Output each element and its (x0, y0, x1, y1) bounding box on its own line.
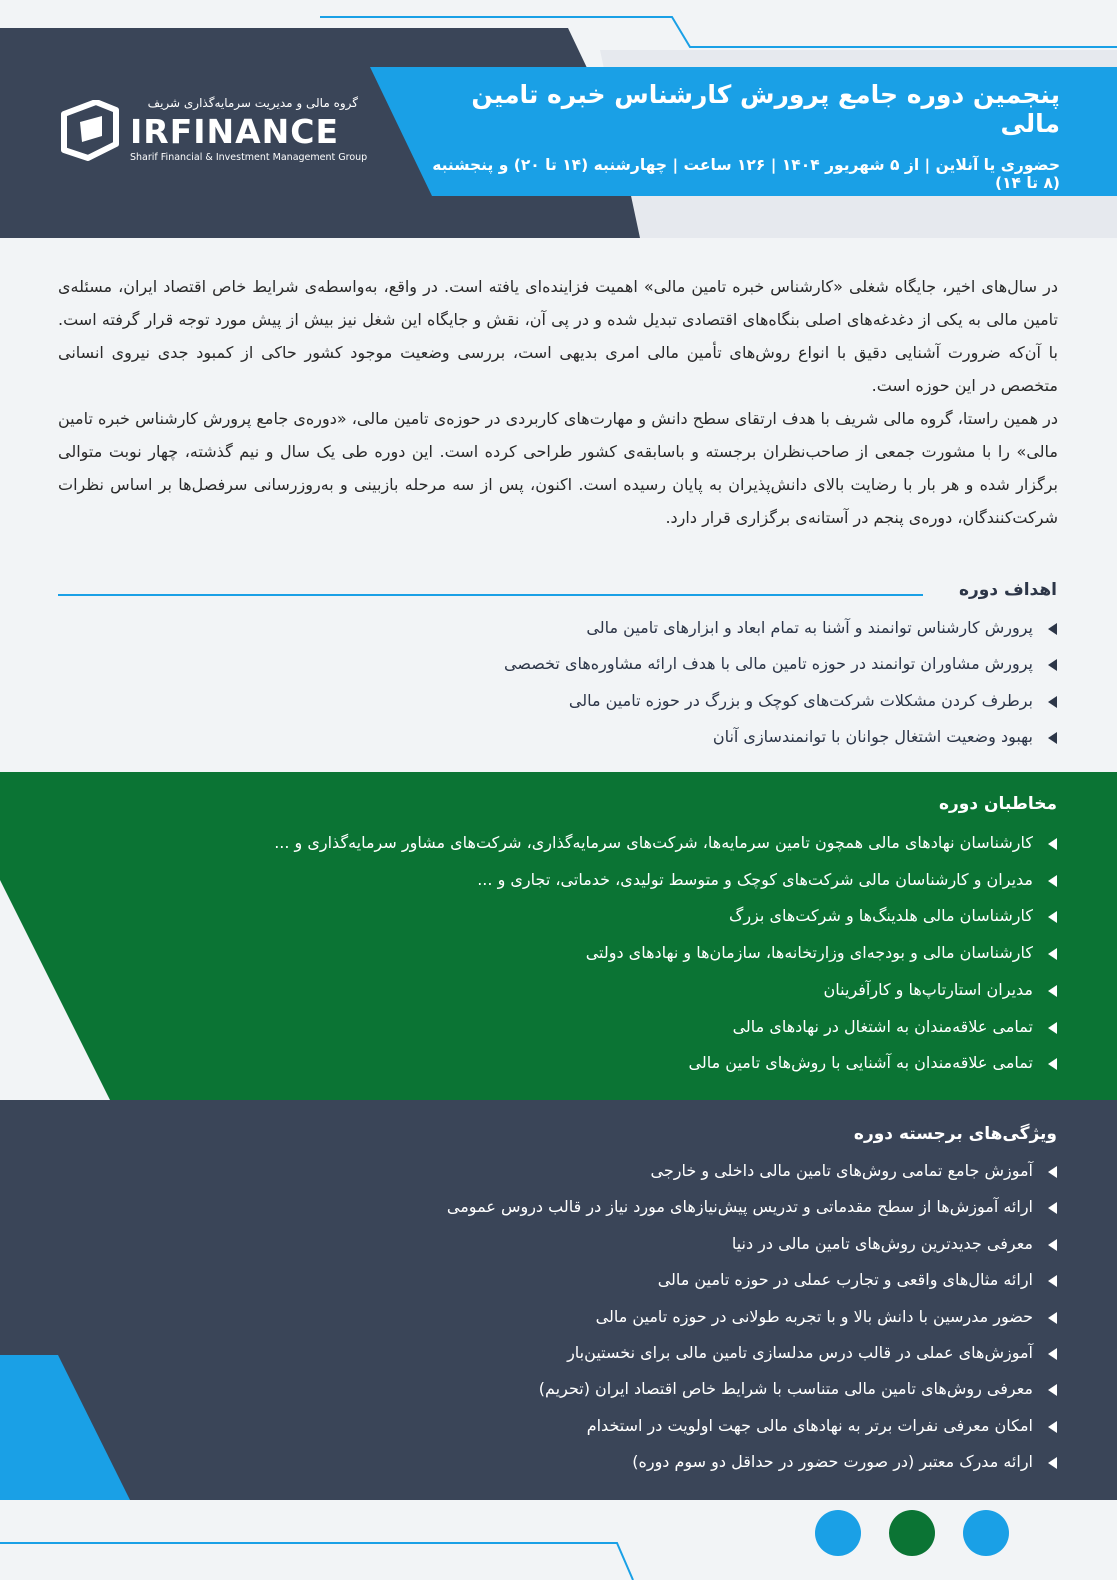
features-item-text: ارائه مثال‌های واقعی و تجارب عملی در حوزه تامین مالی (657, 1270, 1033, 1290)
goals-item-text: برطرف کردن مشکلات شرکت‌های کوچک و بزرگ در حوزه تامین مالی (568, 690, 1033, 710)
goals-item-text: بهبود وضعیت اشتغال جوانان با توانمندسازی آنان (712, 726, 1033, 746)
goals-title: اهداف دوره (958, 580, 1057, 600)
audience-section (0, 770, 1117, 1100)
triangle-bullet-icon (1048, 911, 1057, 923)
features-item-text: آموزش جامع تمامی روش‌های تامین مالی داخلی و خارجی (650, 1161, 1033, 1180)
features-item (57, 1299, 1057, 1335)
triangle-bullet-icon (1048, 1022, 1057, 1034)
features-item (57, 1444, 1057, 1480)
logo-en-subtitle: Sharif Financial & Investment Management Group (130, 152, 368, 163)
intro-paragraph-1: در سال‌های اخیر، جایگاه شغلی «کارشناس خبره تامین مالی» اهمیت فزاینده‌ای یافته است. در واقع، به‌واسطه‌ی شرایط خاص اقتصاد ایران، مسئله‌ی تامین مالی به یکی از دغدغه‌های اصلی بنگاه‌های اقتصادی تبدیل شده و در پی آن، نقش و جایگاه این شغل نیز بیش از پیش مورد توجه قرار گرفته است. با آن‌که ضرورت آشنایی دقیق با انواع روش‌های تأمین مالی امری بدیهی است، بررسی وضعیت موجود کشور حاکی از کمبود جدی نیروی انسانی متخصص در این حوزه است. (58, 277, 1058, 395)
triangle-bullet-icon (1048, 1202, 1057, 1214)
audience-item (57, 825, 1057, 862)
logo (58, 96, 368, 171)
features-item (57, 1153, 1057, 1189)
audience-item-text: مدیران استارتاپ‌ها و کارآفرینان (823, 979, 1033, 999)
triangle-bullet-icon (1048, 1239, 1057, 1251)
audience-title: مخاطبان دوره (938, 794, 1057, 814)
triangle-bullet-icon (1048, 1457, 1057, 1469)
triangle-bullet-icon (1048, 623, 1057, 635)
audience-item-text: کارشناسان مالی و بودجه‌ای وزارتخانه‌ها، سازمان‌ها و نهادهای دولتی (585, 943, 1033, 963)
triangle-bullet-icon (1048, 1166, 1057, 1178)
title-box (420, 80, 1060, 192)
features-title: ویژگی‌های برجسته دوره (853, 1124, 1057, 1144)
audience-item (57, 1009, 1057, 1046)
features-item (57, 1335, 1057, 1371)
features-item (57, 1408, 1057, 1444)
bottom-deco-line (0, 1543, 633, 1580)
triangle-bullet-icon (1048, 1312, 1057, 1324)
goals-item-text: پرورش کارشناس توانمند و آشنا به تمام ابعاد و ابزارهای تامین مالی (586, 618, 1033, 637)
triangle-bullet-icon (1048, 1421, 1057, 1433)
triangle-bullet-icon (1048, 985, 1057, 997)
audience-item-text: کارشناسان نهادهای مالی همچون تامین سرمایه‌ها، شرکت‌های سرمایه‌گذاری، شرکت‌های مشاور سرمایه‌گذاری و ... (274, 833, 1033, 852)
features-item-text: ارائه آموزش‌ها از سطح مقدماتی و تدریس پیش‌نیازهای مورد نیاز در قالب دروس عمومی (446, 1197, 1033, 1217)
features-item (57, 1262, 1057, 1298)
logo-fa-text: گروه مالی و مدیریت سرمایه‌گذاری شریف (147, 96, 358, 110)
audience-item-text: کارشناسان مالی هلدینگ‌ها و شرکت‌های بزرگ (729, 906, 1033, 926)
triangle-bullet-icon (1048, 838, 1057, 850)
audience-item-text: تمامی علاقه‌مندان به آشنایی با روش‌های تامین مالی (688, 1053, 1033, 1073)
goals-item (57, 610, 1057, 646)
triangle-bullet-icon (1048, 1275, 1057, 1287)
logo-brand: IRFINANCE (130, 112, 340, 151)
features-item-text: آموزش‌های عملی در قالب درس مدلسازی تامین مالی برای نخستین‌بار (567, 1343, 1033, 1363)
audience-item-text: تمامی علاقه‌مندان به اشتغال در نهادهای مالی (732, 1016, 1033, 1036)
intro-paragraph-2: در همین راستا، گروه مالی شریف با هدف ارتقای سطح دانش و مهارت‌های کاربردی در حوزه‌ی تامین مالی، «دوره‌ی جامع پرورش کارشناس خبره تامین مالی» را با مشورت جمعی از صاحب‌نظران برجسته و باسابقه‌ی کشور طراحی کرده است. این دوره طی یک سال و نیم گذشته، چهار نوبت متوالی برگزار شده و هر بار با رضایت بالای دانش‌پذیران به پایان رسیده است. اکنون، پس از سه مرحله بازبینی و به‌روزرسانی سرفصل‌ها بر اساس نظرات شرکت‌کنندگان، دوره‌ی پنجم در آستانه‌ی برگزاری قرار دارد. (58, 409, 1058, 527)
triangle-bullet-icon (1048, 732, 1057, 744)
features-item-text: ارائه مدرک معتبر (در صورت حضور در حداقل دو سوم دوره) (632, 1452, 1033, 1472)
audience-item (57, 1045, 1057, 1082)
goals-item (57, 646, 1057, 682)
features-item-text: معرفی روش‌های تامین مالی متناسب با شرایط خاص اقتصاد ایران (تحریم) (538, 1379, 1033, 1399)
features-item (57, 1189, 1057, 1225)
features-item-text: حضور مدرسین با دانش بالا و با تجربه طولانی در حوزه تامین مالی (595, 1306, 1033, 1326)
page-subtitle: حضوری یا آنلاین | از ۵ شهریور ۱۴۰۴ | ۱۲۶ ساعت | چهارشنبه (۱۴ تا ۲۰) و پنجشنبه (۸ تا ۱۴) (432, 156, 1060, 192)
features-item (57, 1226, 1057, 1262)
goals-item (57, 719, 1057, 755)
footer-dot (815, 1510, 861, 1556)
triangle-bullet-icon (1048, 696, 1057, 708)
goals-divider (58, 594, 923, 596)
goals-list (57, 610, 1057, 755)
footer-dot (889, 1510, 935, 1556)
footer-dot (963, 1510, 1009, 1556)
features-item-text: معرفی جدیدترین روش‌های تامین مالی در دنیا (731, 1233, 1033, 1253)
goals-item (57, 683, 1057, 719)
audience-item (57, 935, 1057, 972)
goals-section (0, 572, 1117, 772)
features-item (57, 1371, 1057, 1407)
triangle-bullet-icon (1048, 1384, 1057, 1396)
features-section (0, 1100, 1117, 1500)
audience-item (57, 972, 1057, 1009)
triangle-bullet-icon (1048, 659, 1057, 671)
triangle-bullet-icon (1048, 948, 1057, 960)
triangle-bullet-icon (1048, 1348, 1057, 1360)
irfinance-logo-mark-icon (58, 100, 120, 162)
goals-item-text: پرورش مشاوران توانمند در حوزه تامین مالی با هدف ارائه مشاوره‌های تخصصی (503, 654, 1033, 674)
features-list (57, 1153, 1057, 1481)
triangle-bullet-icon (1048, 875, 1057, 887)
audience-list (57, 825, 1057, 1082)
page-title: پنجمین دوره جامع پرورش کارشناس خبره تامین مالی (471, 80, 1060, 138)
audience-item (57, 862, 1057, 899)
triangle-bullet-icon (1048, 1058, 1057, 1070)
audience-item-text: مدیران و کارشناسان مالی شرکت‌های کوچک و متوسط تولیدی، خدماتی، تجاری و ... (477, 869, 1033, 889)
audience-item (57, 898, 1057, 935)
features-item-text: امکان معرفی نفرات برتر به نهادهای مالی جهت اولویت در استخدام (586, 1415, 1033, 1435)
header (0, 0, 1117, 240)
